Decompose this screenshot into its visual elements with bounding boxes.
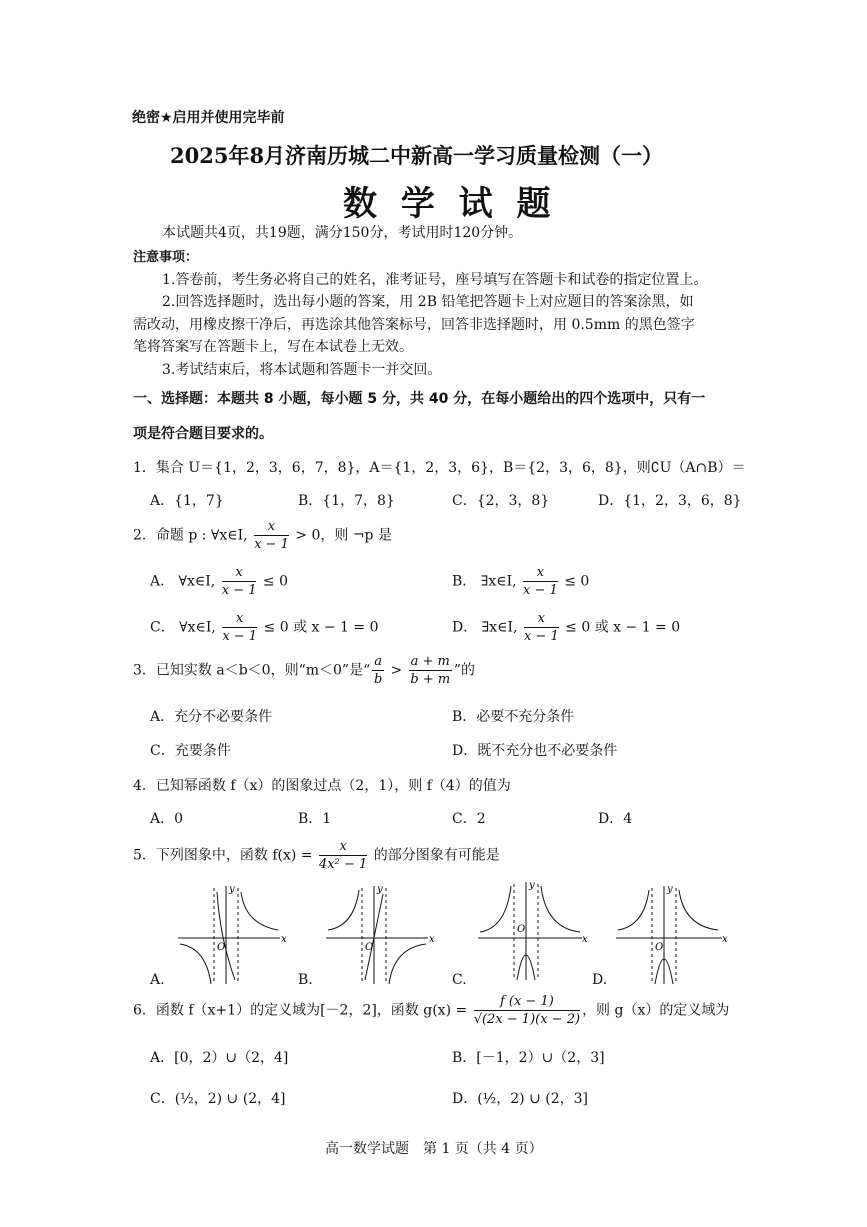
notice-3: 3.考试结束后，将本试题和答题卡一并交回。	[162, 362, 442, 378]
graph-a	[170, 880, 290, 988]
question-6-option-a: A．[0，2）∪（2，4]	[150, 1050, 289, 1066]
question-1-option-d: D．{1，2，3，6，8}	[598, 493, 742, 509]
graph-c-origin: O	[517, 924, 526, 935]
graph-d	[612, 880, 732, 988]
graph-b-y-label: y	[377, 884, 383, 895]
graph-c-label: C.	[452, 972, 467, 988]
section-heading: 一、选择题：本题共 8 小题，每小题 5 分，共 40 分，在每小题给出的四个选项中，只有一	[133, 391, 706, 407]
question-3-option-b: B．必要不充分条件	[452, 709, 575, 725]
graph-a-origin: O	[217, 942, 226, 953]
question-4-option-a: A．0	[150, 811, 184, 827]
exam-title: 2025年8月济南历城二中新高一学习质量检测（一）	[170, 143, 664, 168]
graph-c	[470, 876, 590, 984]
graph-a-y-label: y	[229, 884, 235, 895]
question-3-option-d: D．既不充分也不必要条件	[452, 743, 618, 759]
question-6-option-b: B．[－1，2）∪（2，3]	[452, 1050, 605, 1066]
subject-title: 数 学 试 题	[343, 184, 557, 224]
question-1-option-c: C．{2，3，8}	[452, 493, 550, 509]
question-4-option-d: D．4	[598, 811, 633, 827]
graph-a-label: A.	[150, 972, 165, 988]
question-2-option-a: A． ∀x∈I, $\frac{x}{x - 1}$ ≤ 0	[150, 565, 289, 598]
question-2-option-c: C． ∀x∈I, $\frac{x}{x - 1}$ ≤ 0 或 x − 1 = 0	[150, 611, 379, 644]
question-4-stem: 4．已知幂函数 f（x）的图象过点（2，1），则 f（4）的值为	[133, 778, 511, 794]
graph-c-y-label: y	[529, 880, 535, 891]
notice-heading: 注意事项：	[133, 250, 199, 265]
question-2-option-d: D． ∃x∈I, $\frac{x}{x - 1}$ ≤ 0 或 x − 1 = 0	[452, 611, 681, 644]
question-5-stem: 5．下列图象中，函数 f(x) = $\frac{x}{\text{4x² − 1}}$ 的部分图象有可能是	[133, 839, 500, 872]
graph-a-x-label: x	[281, 934, 287, 945]
notice-2: 2.回答选择题时，选出每小题的答案，用 2B 铅笔把答题卡上对应题目的答案涂黑，如	[162, 294, 694, 310]
question-3-stem: 3．已知实数 a＜b＜0，则“m＜0”是“ $\frac{a}{b}$ > $\frac{a + m}{b + m}$ ”的	[133, 654, 476, 687]
page-footer: 高一数学试题 第 1 页（共 4 页）	[325, 1141, 543, 1157]
graph-b-x-label: x	[429, 934, 435, 945]
graph-d-x-label: x	[722, 934, 728, 945]
graph-d-label: D.	[592, 972, 608, 988]
question-4-option-b: B．1	[298, 811, 332, 827]
graph-d-origin: O	[655, 942, 664, 953]
notice-1: 1.答卷前，考生务必将自己的姓名，准考证号，座号填写在答题卡和试卷的指定位置上。	[162, 272, 708, 288]
graph-c-x-label: x	[582, 934, 588, 945]
question-2-option-b: B． ∃x∈I, $\frac{x}{x - 1}$ ≤ 0	[452, 565, 590, 598]
question-1-option-a: A．{1，7}	[150, 493, 224, 509]
graph-b-label: B.	[298, 972, 313, 988]
question-6-stem: 6．函数 f（x+1）的定义域为[－2，2]，函数 g(x) = $\frac{f (x - 1)}{√(2x - 1)(x - 2)}$ ，则 g（x）的定义域为	[133, 994, 730, 1027]
graph-d-y-label: y	[667, 884, 673, 895]
question-4-option-c: C．2	[452, 811, 486, 827]
notice-2-end: 笔将答案写在答题卡上，写在本试卷上无效。	[133, 339, 413, 355]
graph-b-origin: O	[365, 942, 374, 953]
question-2-stem: 2．命题 p : ∀x∈I, $\frac{x}{x - 1}$ > 0，则 ¬p 是	[133, 519, 392, 552]
question-1-option-b: B．{1，7，8}	[298, 493, 395, 509]
section-heading-cont: 项是符合题目要求的。	[133, 426, 273, 442]
question-3-option-c: C．充要条件	[150, 743, 231, 759]
graph-b	[318, 880, 438, 988]
intro-line: 本试题共4页，共19题，满分150分，考试用时120分钟。	[162, 225, 523, 241]
question-3-option-a: A．充分不必要条件	[150, 709, 273, 725]
secret-mark: 绝密★启用并使用完毕前	[132, 110, 285, 126]
notice-2-cont: 需改动，用橡皮擦干净后，再选涂其他答案标号，回答非选择题时，用 0.5mm 的黑色签字	[133, 317, 695, 333]
question-6-option-d: D．(½，2) ∪ (2，3]	[452, 1091, 588, 1107]
question-6-option-c: C．(½，2) ∪ (2，4]	[150, 1091, 286, 1107]
question-1-stem: 1．集合 U＝{1，2，3，6，7，8}，A＝{1，2，3，6}，B＝{2，3，6，8}，则∁U（A∩B）＝	[133, 460, 746, 476]
